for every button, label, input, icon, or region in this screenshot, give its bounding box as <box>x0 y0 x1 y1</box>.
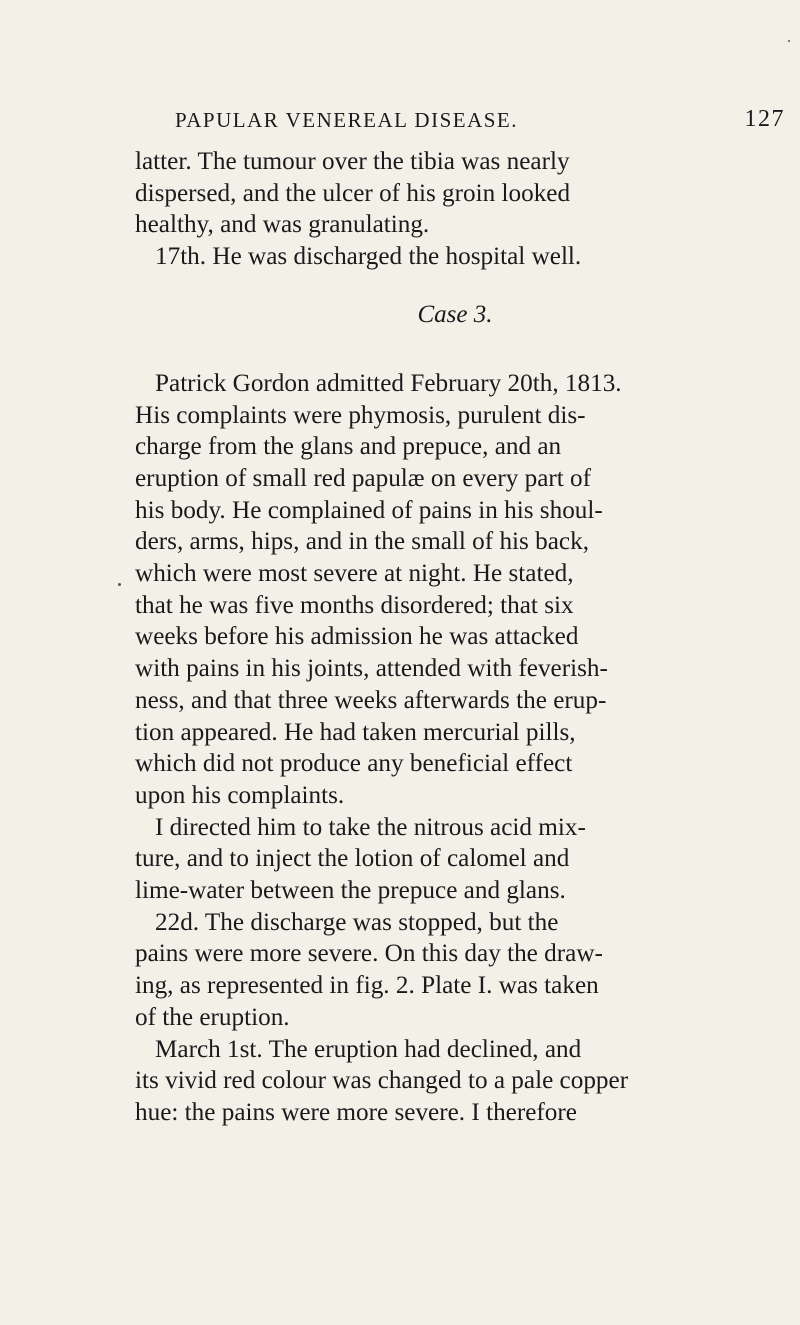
body-text <box>135 146 775 1129</box>
text-line: with pains in his joints, attended with feverish- <box>135 655 608 683</box>
text-line: lime-water between the prepuce and glans. <box>135 877 566 905</box>
case-heading: Case 3. <box>417 300 493 328</box>
text-line: ture, and to inject the lotion of calomel and <box>135 845 570 873</box>
text-line: dispersed, and the ulcer of his groin looked <box>135 179 571 207</box>
paragraph-continuation <box>135 146 775 273</box>
text-line: eruption of small red papulæ on every part of <box>135 464 592 492</box>
text-line: March 1st. The eruption had declined, and <box>155 1035 582 1063</box>
text-line: hue: the pains were more severe. I therefore <box>135 1098 577 1126</box>
text-line: His complaints were phymosis, purulent dis- <box>135 401 586 429</box>
text-line: charge from the glans and prepuce, and an <box>135 433 562 461</box>
text-line: tion appeared. He had taken mercurial pills, <box>135 718 576 746</box>
text-line: upon his complaints. <box>135 781 345 809</box>
text-line: which did not produce any beneficial effect <box>135 750 573 778</box>
text-line: latter. The tumour over the tibia was nearly <box>135 148 570 175</box>
case-heading-wrap <box>135 273 775 368</box>
text-line: healthy, and was granulating. <box>135 211 430 239</box>
text-line: weeks before his admission he was attacked <box>135 623 579 651</box>
text-line: I directed him to take the nitrous acid mix- <box>155 813 586 841</box>
text-line: its vivid red colour was changed to a pale copper <box>135 1067 629 1095</box>
paper-speck <box>788 40 790 42</box>
paragraph-22d <box>135 907 775 1034</box>
paragraph-march <box>135 1034 775 1129</box>
text-line: ness, and that three weeks afterwards the erup- <box>135 686 607 714</box>
text-line: 22d. The discharge was stopped, but the <box>155 908 559 936</box>
text-line: his body. He complained of pains in his shoul- <box>135 496 603 524</box>
text-line: Patrick Gordon admitted February 20th, 1813. <box>155 369 622 397</box>
text-line: which were most severe at night. He stated, <box>135 560 574 588</box>
paragraph-case-history <box>135 368 775 812</box>
running-title: PAPULAR VENEREAL DISEASE. <box>175 108 519 132</box>
text-line: of the eruption. <box>135 1003 290 1031</box>
text-line: ders, arms, hips, and in the small of his back, <box>135 528 589 556</box>
text-line: 17th. He was discharged the hospital well. <box>155 243 582 271</box>
paragraph-treatment <box>135 812 775 907</box>
text-line: pains were more severe. On this day the draw- <box>135 940 603 968</box>
page-number: 127 <box>744 106 785 132</box>
paper-speck <box>118 583 121 586</box>
text-line: ing, as represented in fig. 2. Plate I. was taken <box>135 972 599 1000</box>
running-head <box>175 108 785 140</box>
text-line: that he was five months disordered; that six <box>135 591 574 619</box>
